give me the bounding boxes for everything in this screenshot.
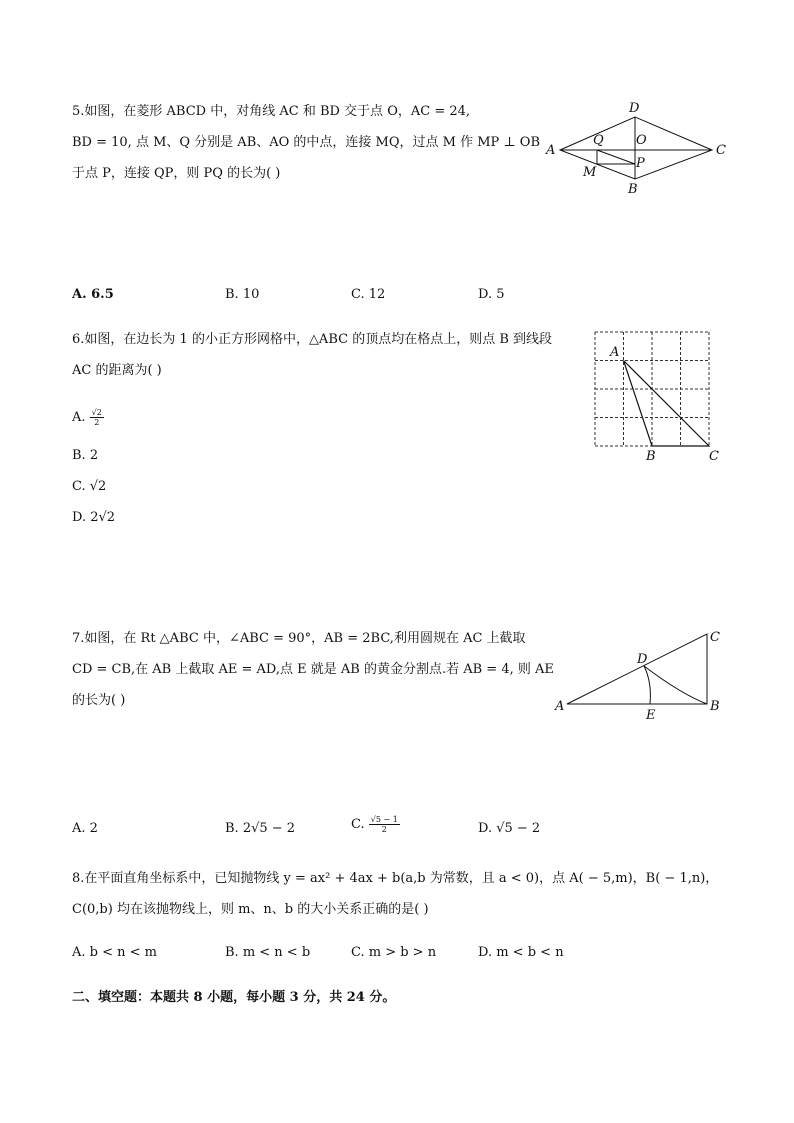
label-o: O <box>636 133 647 148</box>
fraction-numerator: √2 <box>91 408 102 417</box>
q5-option-a: A. 6.5 <box>72 287 114 302</box>
q6-line-1: 6.如图，在边长为 1 的小正方形网格中，△ABC 的顶点均在格点上，则点 B 到线段 <box>72 332 553 347</box>
label-p: P <box>636 156 645 171</box>
arc-cd-cb <box>644 666 707 704</box>
label-q: Q <box>593 133 604 148</box>
q6-option-b: B. 2 <box>72 448 99 463</box>
q8-line-1: 8.在平面直角坐标系中，已知抛物线 y = ax² + 4ax + b(a,b 为常数，且 a < 0)，点 A( − 5,m)，B( − 1,n)， <box>72 871 719 886</box>
q6-option-a-prefix: A. <box>72 410 86 425</box>
label-m: M <box>583 165 597 180</box>
q7-option-c-fraction <box>369 815 400 834</box>
q5-option-b: B. 10 <box>225 287 260 302</box>
q7-option-c-prefix: C. <box>351 817 365 832</box>
q6-grid-figure <box>590 325 730 465</box>
label-b: B <box>628 182 638 197</box>
fraction-denominator: 2 <box>381 825 387 834</box>
fraction-numerator: √5 − 1 <box>370 815 398 824</box>
fraction-denominator: 2 <box>94 418 100 427</box>
q6-option-d: D. 2√2 <box>72 510 116 525</box>
label-a: A <box>555 699 565 714</box>
q6-option-c: C. √2 <box>72 479 107 494</box>
q7-line-2: CD = CB,在 AB 上截取 AE = AD,点 E 就是 AB 的黄金分割点.若 AB = 4, 则 AE <box>72 662 554 677</box>
q7-triangle-figure <box>545 622 730 727</box>
q6-line-2: AC 的距离为( ) <box>72 363 162 378</box>
q8-option-c: C. m > b > n <box>351 945 437 960</box>
label-e: E <box>646 708 656 723</box>
label-d: D <box>629 101 640 116</box>
section-2-heading: 二、填空题：本题共 8 小题，每小题 3 分，共 24 分。 <box>72 990 396 1005</box>
segment-qp <box>597 150 635 164</box>
q7-option-c <box>351 815 400 834</box>
q5-option-c: C. 12 <box>351 287 386 302</box>
q8-line-2: C(0,b) 均在该抛物线上，则 m、n、b 的大小关系正确的是( ) <box>72 902 429 917</box>
q8-option-b: B. m < n < b <box>225 945 311 960</box>
label-d: D <box>637 652 648 667</box>
label-c: C <box>709 449 719 464</box>
q5-line-3: 于点 P，连接 QP，则 PQ 的长为( ) <box>72 166 281 181</box>
label-c: C <box>710 630 720 645</box>
q5-line-2: BD = 10, 点 M、Q 分别是 AB、AO 的中点，连接 MQ，过点 M 作 MP ⊥ OB <box>72 135 540 150</box>
q5-line-1: 5.如图，在菱形 ABCD 中，对角线 AC 和 BD 交于点 O，AC = 24, <box>72 104 471 119</box>
q6-option-a-fraction <box>90 408 104 427</box>
arc-ae-ad <box>644 666 650 704</box>
q7-option-a: A. 2 <box>72 821 98 836</box>
q6-option-a <box>72 408 104 427</box>
q5-rhombus-figure <box>540 98 730 198</box>
label-c: C <box>716 143 726 158</box>
label-b: B <box>646 449 656 464</box>
q7-option-b: B. 2√5 − 2 <box>225 821 296 836</box>
label-a: A <box>610 345 620 360</box>
q8-option-d: D. m < b < n <box>478 945 564 960</box>
q8-option-a: A. b < n < m <box>72 945 157 960</box>
q7-option-d: D. √5 − 2 <box>478 821 541 836</box>
q7-line-3: 的长为( ) <box>72 693 126 708</box>
triangle-abc <box>624 361 710 447</box>
label-b: B <box>710 699 720 714</box>
q7-line-1: 7.如图，在 Rt △ABC 中，∠ABC = 90°，AB = 2BC,利用圆规在 AC 上截取 <box>72 631 526 646</box>
q5-option-d: D. 5 <box>478 287 505 302</box>
label-a: A <box>546 143 556 158</box>
